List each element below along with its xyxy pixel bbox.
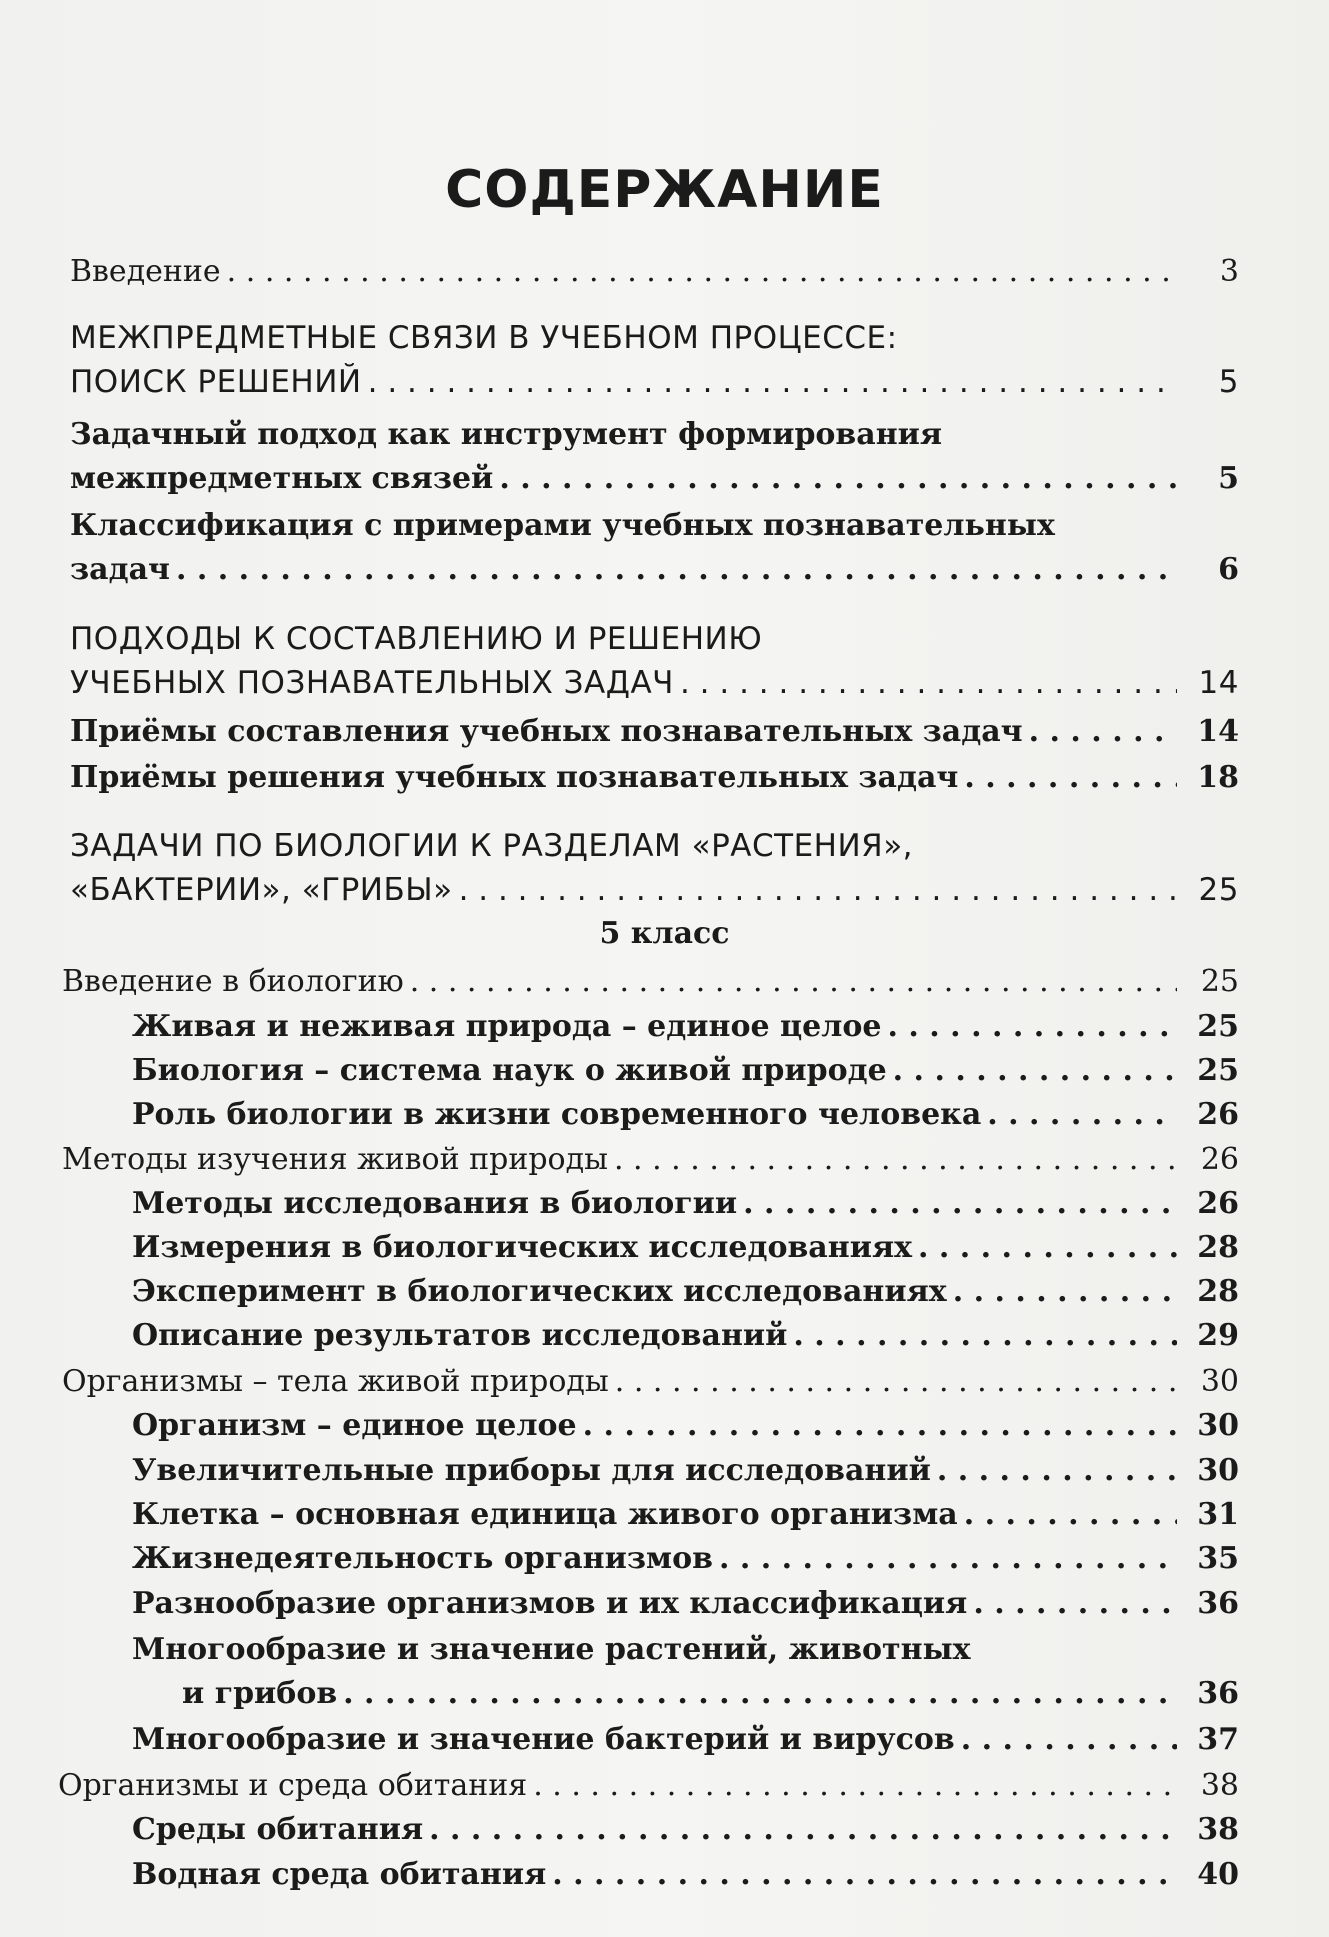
toc-entry-title: Жизнедеятельность организмов xyxy=(132,1541,713,1576)
toc-entry-title: Биология – система наук о живой природе xyxy=(132,1053,887,1088)
toc-entry-title-line: Классификация с примерами учебных познавательных xyxy=(70,508,1055,543)
leader-dots xyxy=(368,362,1177,402)
toc-entry-title: Увеличительные приборы для исследований xyxy=(132,1453,931,1488)
leader-dots xyxy=(973,1584,1177,1624)
grade-heading: 5 класс xyxy=(599,916,730,951)
toc-entry-page: 36 xyxy=(1197,1676,1239,1711)
leader-dots xyxy=(583,1406,1177,1446)
toc-entry-title-line: ПОДХОДЫ К СОСТАВЛЕНИЮ И РЕШЕНИЮ xyxy=(70,621,763,657)
leader-dots xyxy=(961,1720,1177,1760)
toc-entry-page: 26 xyxy=(1197,1186,1239,1221)
leader-dots xyxy=(343,1674,1177,1714)
toc-entry-page: 26 xyxy=(1200,1142,1239,1177)
leader-dots xyxy=(615,1362,1177,1402)
leader-dots xyxy=(429,1810,1177,1850)
toc-entry-page: 28 xyxy=(1197,1230,1239,1265)
leader-dots xyxy=(964,1495,1177,1535)
leader-dots xyxy=(499,459,1177,499)
leader-dots xyxy=(918,1228,1177,1268)
toc-entry-title: УЧЕБНЫХ ПОЗНАВАТЕЛЬНЫХ ЗАДАЧ xyxy=(70,665,674,701)
toc-entry-page: 35 xyxy=(1197,1541,1239,1576)
toc-entry-page: 30 xyxy=(1197,1453,1239,1488)
toc-entry-page: 38 xyxy=(1197,1812,1239,1847)
toc-entry-title: Измерения в биологических исследованиях xyxy=(132,1230,912,1265)
leader-dots xyxy=(680,663,1177,703)
toc-entry-page: 5 xyxy=(1218,364,1239,400)
toc-entry-page: 25 xyxy=(1197,1053,1239,1088)
toc-entry-title: Организм – единое целое xyxy=(132,1408,577,1443)
toc-entry-page: 36 xyxy=(1197,1586,1239,1621)
toc-entry-page: 29 xyxy=(1197,1318,1239,1353)
leader-dots xyxy=(953,1272,1177,1312)
toc-entry-title-line: ЗАДАЧИ ПО БИОЛОГИИ К РАЗДЕЛАМ «РАСТЕНИЯ», xyxy=(70,828,914,864)
toc-entry-title: задач xyxy=(70,552,170,587)
toc-entry-page: 37 xyxy=(1197,1722,1239,1757)
toc-entry-page: 28 xyxy=(1197,1274,1239,1309)
leader-dots xyxy=(614,1140,1177,1180)
toc-entry-title: Водная среда обитания xyxy=(132,1857,547,1892)
toc-entry-page: 25 xyxy=(1197,1009,1239,1044)
toc-entry-title: Разнообразие организмов и их классификация xyxy=(132,1586,968,1621)
toc-entry-page: 6 xyxy=(1218,552,1239,587)
toc-entry-page: 3 xyxy=(1219,254,1239,289)
leader-dots xyxy=(227,252,1177,292)
toc-entry-title: Введение в биологию xyxy=(62,964,404,999)
toc-entry-title: Живая и неживая природа – единое целое xyxy=(132,1009,882,1044)
toc-entry-title: Приёмы составления учебных познавательных задач xyxy=(70,714,1023,749)
page-title: СОДЕРЖАНИЕ xyxy=(445,160,884,220)
toc-entry-title: Введение xyxy=(70,254,221,289)
toc-entry-page: 30 xyxy=(1197,1408,1239,1443)
leader-dots xyxy=(743,1184,1177,1224)
toc-entry-title: Эксперимент в биологических исследованиях xyxy=(132,1274,947,1309)
toc-entry-page: 5 xyxy=(1218,461,1239,496)
leader-dots xyxy=(533,1766,1177,1806)
toc-entry-page: 14 xyxy=(1198,665,1239,701)
toc-entry-title: Организмы и среда обитания xyxy=(58,1768,528,1803)
toc-entry-page: 25 xyxy=(1200,964,1239,999)
leader-dots xyxy=(793,1316,1177,1356)
toc-entry-page: 25 xyxy=(1198,872,1239,908)
leader-dots xyxy=(893,1051,1177,1091)
toc-entry-title: Многообразие и значение бактерий и вирусов xyxy=(132,1722,955,1757)
leader-dots xyxy=(552,1855,1177,1895)
toc-entry-title: Методы изучения живой природы xyxy=(62,1142,608,1177)
leader-dots xyxy=(410,962,1177,1002)
toc-entry-page: 38 xyxy=(1200,1768,1239,1803)
toc-entry-page: 18 xyxy=(1197,760,1239,795)
toc-entry-title-line: Многообразие и значение растений, животных xyxy=(132,1632,971,1667)
leader-dots xyxy=(964,758,1177,798)
leader-dots xyxy=(459,870,1177,910)
toc-entry-title: и грибов xyxy=(182,1676,338,1711)
toc-entry-title: Приёмы решения учебных познавательных задач xyxy=(70,760,959,795)
toc-entry-page: 14 xyxy=(1197,714,1239,749)
toc-entry-page: 26 xyxy=(1197,1097,1239,1132)
leader-dots xyxy=(176,550,1177,590)
toc-entry-title: Клетка – основная единица живого организма xyxy=(132,1497,958,1532)
toc-entry-page: 40 xyxy=(1197,1857,1239,1892)
toc-entry-title: ПОИСК РЕШЕНИЙ xyxy=(70,364,362,400)
toc-entry-title: «БАКТЕРИИ», «ГРИБЫ» xyxy=(70,872,453,908)
toc-entry-title: межпредметных связей xyxy=(70,461,494,496)
leader-dots xyxy=(1029,712,1177,752)
leader-dots xyxy=(888,1007,1177,1047)
toc-entry-title: Организмы – тела живой природы xyxy=(62,1364,609,1399)
toc-entry-title: Описание результатов исследований xyxy=(132,1318,788,1353)
leader-dots xyxy=(987,1095,1177,1135)
leader-dots xyxy=(719,1539,1177,1579)
toc-entry-title: Роль биологии в жизни современного человека xyxy=(132,1097,982,1132)
toc-entry-page: 30 xyxy=(1200,1364,1239,1399)
toc-entry-title-line: МЕЖПРЕДМЕТНЫЕ СВЯЗИ В УЧЕБНОМ ПРОЦЕССЕ: xyxy=(70,320,898,356)
toc-entry-title: Среды обитания xyxy=(132,1812,424,1847)
toc-entry-title-line: Задачный подход как инструмент формирования xyxy=(70,417,943,452)
toc-entry-page: 31 xyxy=(1197,1497,1239,1532)
toc-entry-title: Методы исследования в биологии xyxy=(132,1186,738,1221)
leader-dots xyxy=(937,1451,1177,1491)
